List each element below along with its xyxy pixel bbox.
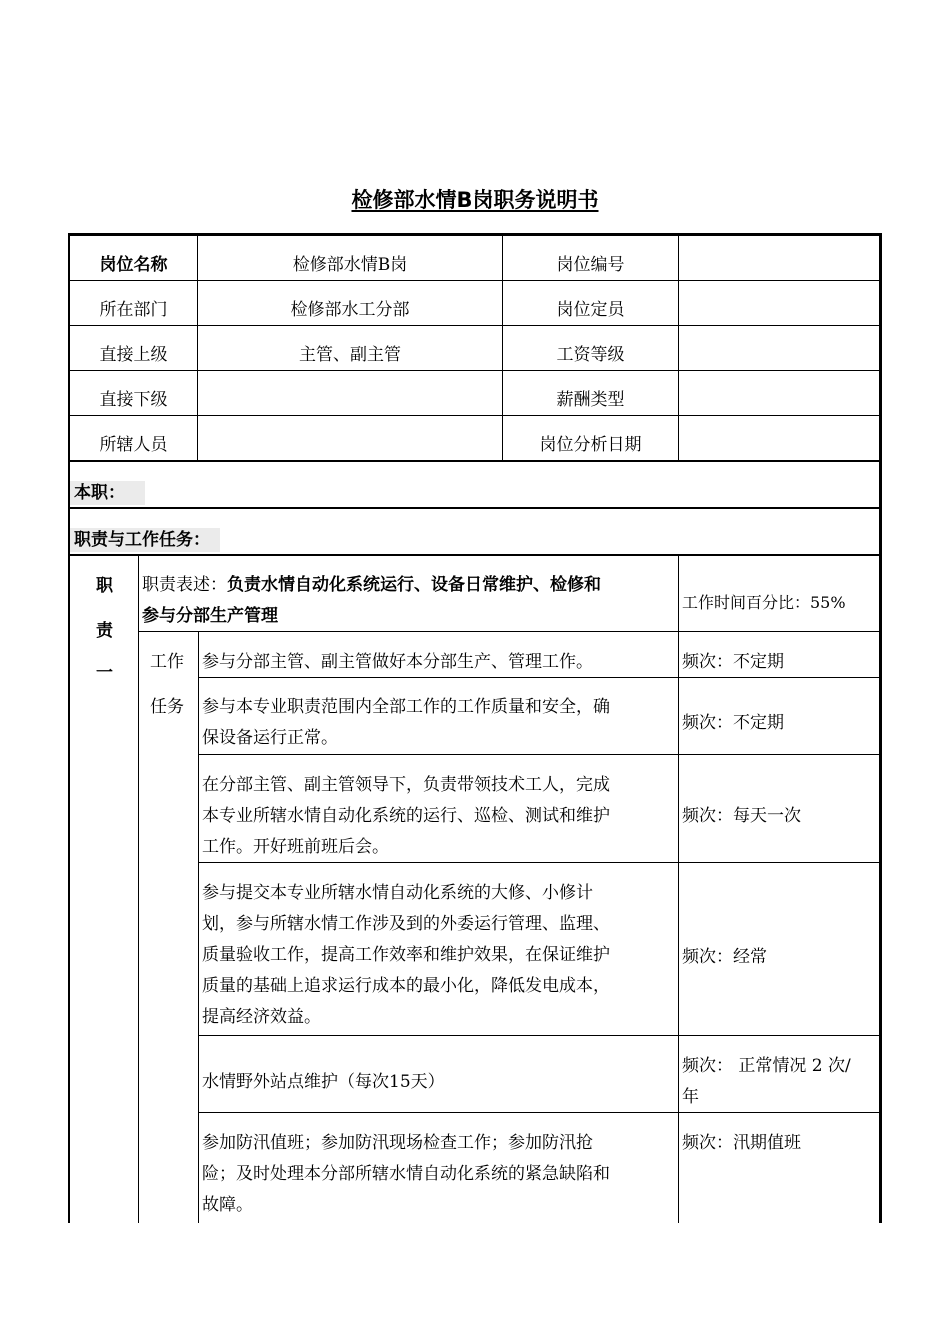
value-subordinate (198, 385, 502, 416)
value-post-name: 检修部水情B岗 (292, 255, 408, 275)
task-frequency (682, 801, 801, 832)
task-line: 保设备运行正常。 (202, 728, 338, 748)
frequency-line: 频次：不定期 (682, 652, 784, 672)
task-line: 参加防汛值班；参加防汛现场检查工作；参加防汛抢 (202, 1133, 593, 1153)
section-benzhi (70, 478, 145, 509)
label-subordinate: 直接下级 (99, 390, 168, 410)
value-superior: 主管、副主管 (299, 345, 401, 365)
task-text (202, 647, 676, 678)
duty-number-char: 职 (96, 576, 113, 596)
task-text (202, 1067, 676, 1098)
frequency-line: 年 (682, 1087, 699, 1107)
task-frequency (682, 942, 767, 973)
task-line: 工作。开好班前班后会。 (202, 837, 389, 857)
task-frequency (682, 1128, 801, 1159)
task-line: 水情野外站点维护（每次15天） (202, 1072, 445, 1092)
frequency-line: 频次：不定期 (682, 713, 784, 733)
task-frequency (682, 1051, 878, 1113)
frequency-line: 频次： 正常情况 2 次/ (682, 1056, 851, 1076)
task-line: 参与分部主管、副主管做好本分部生产、管理工作。 (202, 652, 593, 672)
frequency-line: 频次：汛期值班 (682, 1133, 801, 1153)
label-headcount: 岗位定员 (556, 300, 625, 320)
task-text (202, 692, 676, 754)
frequency-line: 频次：经常 (682, 947, 767, 967)
value-staff (198, 430, 502, 461)
label-post-code: 岗位编号 (556, 255, 625, 275)
frequency-line: 频次：每天一次 (682, 806, 801, 826)
task-label-2: 任务 (150, 697, 184, 717)
value-post-code (679, 250, 879, 281)
label-staff: 所辖人员 (99, 435, 168, 455)
benzhi-label: 本职： (70, 481, 145, 505)
duty-time-percent: 工作时间百分比：55% (682, 593, 846, 612)
task-line: 划，参与所辖水情工作涉及到的外委运行管理、监理、 (202, 914, 610, 934)
label-superior: 直接上级 (99, 345, 168, 365)
task-line: 故障。 (202, 1195, 253, 1215)
duty-desc-line2: 参与分部生产管理 (142, 606, 278, 626)
task-line: 参与提交本专业所辖水情自动化系统的大修、小修计 (202, 883, 593, 903)
task-line: 质量验收工作，提高工作效率和维护效果，在保证维护 (202, 945, 610, 965)
duty-desc-line1: 负责水情自动化系统运行、设备日常维护、检修和 (227, 575, 601, 595)
duty-desc-prefix: 职责表述： (142, 575, 227, 595)
task-frequency (682, 647, 784, 678)
label-post-name: 岗位名称 (99, 255, 168, 275)
duties-label: 职责与工作任务： (70, 528, 220, 552)
task-text (202, 1128, 676, 1221)
task-line: 本专业所辖水情自动化系统的运行、巡检、测试和维护 (202, 806, 610, 826)
task-line: 参与本专业职责范围内全部工作的工作质量和安全，确 (202, 697, 610, 717)
section-duties (70, 525, 220, 556)
label-department: 所在部门 (99, 300, 168, 320)
duty-number-char: 一 (96, 663, 113, 683)
task-text (202, 770, 676, 863)
label-analysis-date: 岗位分析日期 (539, 435, 642, 455)
value-wage-grade (679, 340, 879, 371)
task-line: 险；及时处理本分部所辖水情自动化系统的紧急缺陷和 (202, 1164, 610, 1184)
task-line: 提高经济效益。 (202, 1007, 321, 1027)
task-line: 在分部主管、副主管领导下，负责带领技术工人，完成 (202, 775, 610, 795)
task-frequency (682, 708, 784, 739)
task-line: 质量的基础上追求运行成本的最小化，降低发电成本， (202, 976, 610, 996)
task-label-1: 工作 (150, 652, 184, 672)
value-analysis-date (679, 430, 879, 461)
duty-description (142, 570, 676, 632)
value-department: 检修部水工分部 (290, 300, 410, 320)
value-salary-type (679, 385, 879, 416)
page-title: 检修部水情B岗职务说明书 (351, 188, 599, 212)
label-salary-type: 薪酬类型 (556, 390, 625, 410)
task-text (202, 878, 676, 1033)
duty-number-char: 责 (96, 621, 113, 641)
value-headcount (679, 295, 879, 326)
label-wage-grade: 工资等级 (556, 345, 625, 365)
